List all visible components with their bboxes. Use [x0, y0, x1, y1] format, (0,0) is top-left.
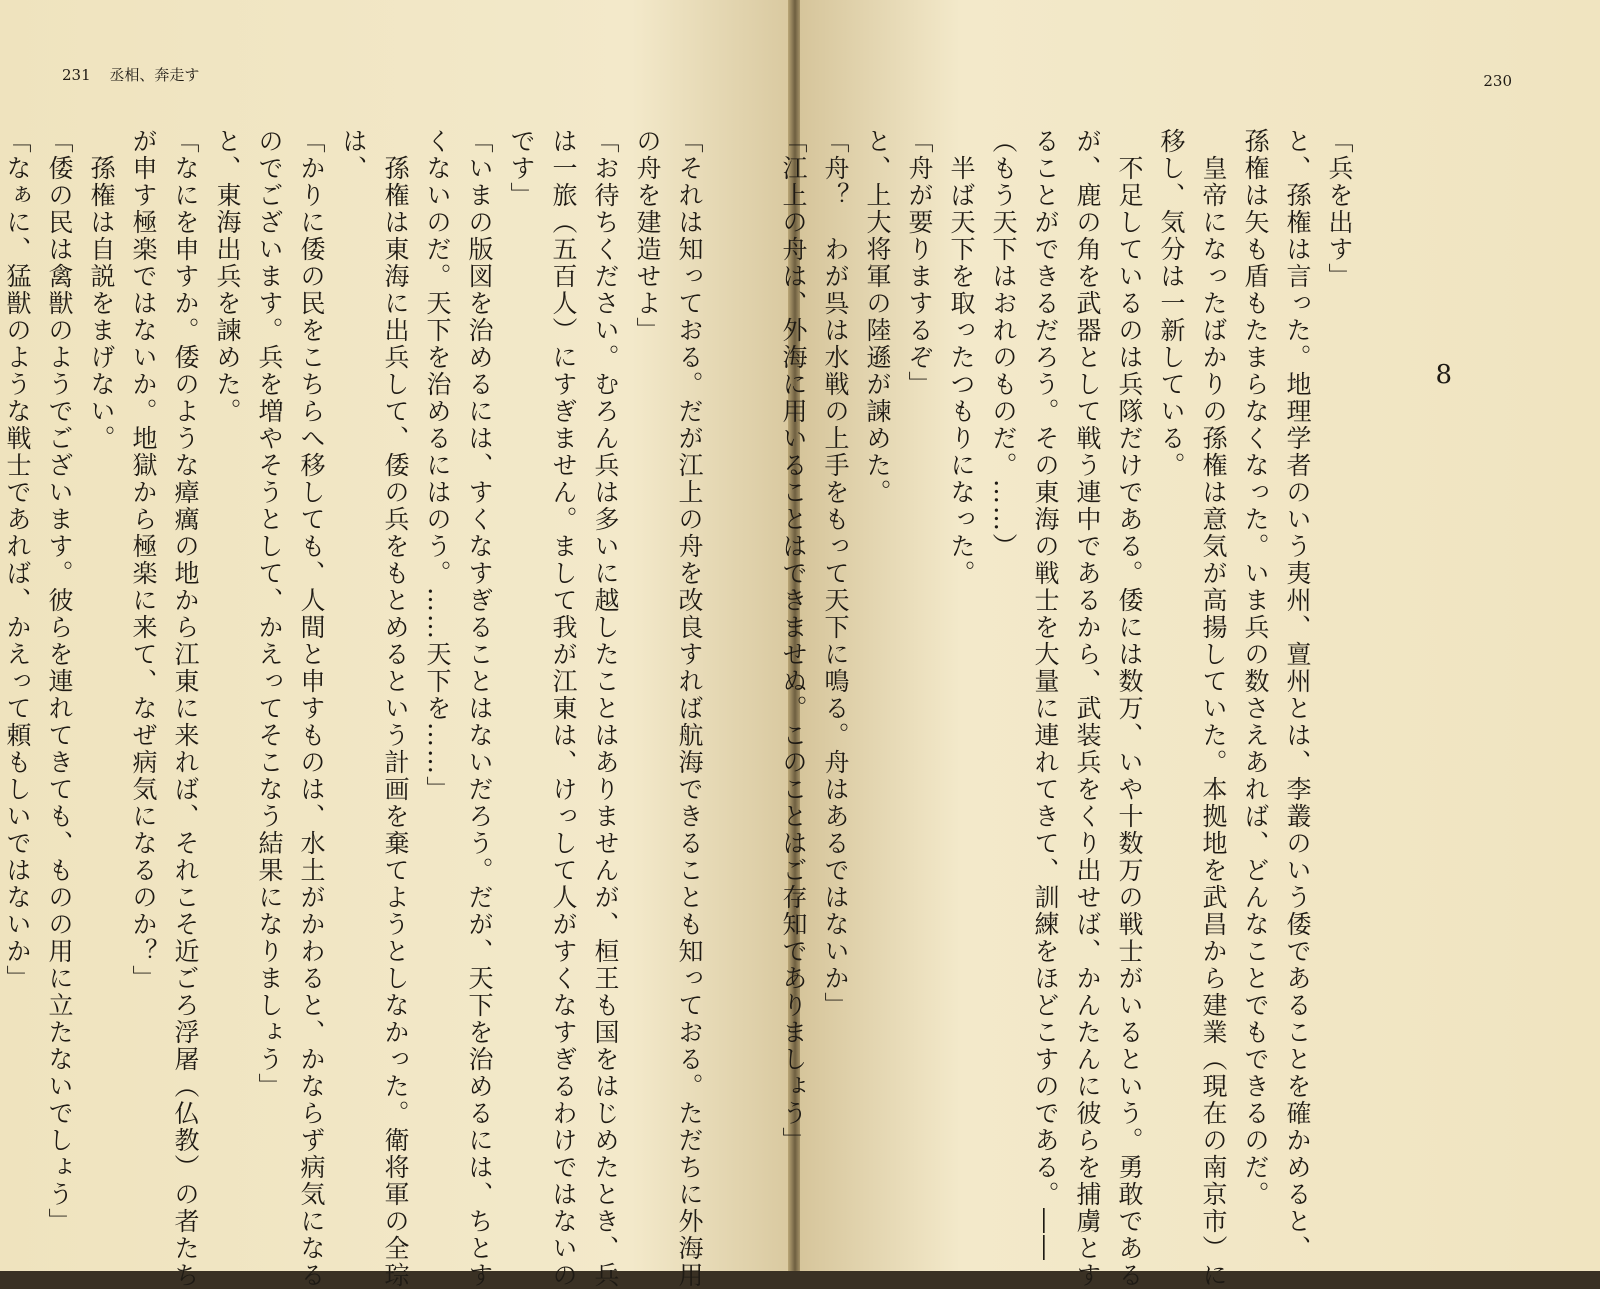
text-line: 移し、気分は一新している。 — [1157, 128, 1186, 479]
left-page — [0, 0, 790, 1289]
left-page-body — [3, 128, 710, 1289]
right-page-number: 230 — [1483, 72, 1512, 90]
text-line: の舟を建造せよ」 — [633, 128, 662, 344]
text-line: 不足しているのは兵隊だけである。倭には数万、いや十数万の戦士がいるという。勇敢である — [1115, 128, 1144, 1289]
text-line: 孫権は東海に出兵して、倭の兵をもとめるという計画を棄てようとしなかった。衛将軍の全琮 — [381, 128, 410, 1289]
text-line: 「兵を出す」 — [1325, 128, 1354, 290]
text-line: 「舟が要りまするぞ」 — [905, 128, 934, 398]
right-page-body — [779, 128, 1360, 1289]
text-line: 孫権は矢も盾もたまらなくなった。いま兵の数さえあれば、どんなことでもできるのだ。 — [1241, 128, 1270, 1208]
text-line: と、上大将軍の陸遜が諫めた。 — [863, 128, 892, 506]
text-line: のでございます。兵を増やそうとして、かえってそこなう結果になりましょう」 — [255, 128, 284, 1100]
right-page — [779, 0, 1600, 1289]
left-running-head — [62, 64, 199, 85]
text-line: くないのだ。天下を治めるにはのう。……天下を……」 — [423, 128, 452, 803]
text-line: と、孫権は言った。地理学者のいう夷州、亶州とは、李叢のいう倭であることを確かめると、 — [1283, 128, 1312, 1262]
chapter-number: 8 — [1435, 360, 1452, 390]
text-line: 「舟？ わが呉は水戦の上手をもって天下に鳴る。舟はあるではないか」 — [821, 128, 850, 1019]
text-line: 「倭の民は禽獣のようでございます。彼らを連れてきても、ものの用に立たないでしょう」 — [45, 128, 74, 1235]
text-line: は、 — [339, 128, 368, 182]
text-line: 「かりに倭の民をこちらへ移しても、人間と申すものは、水土がかわると、かならず病気になる — [297, 128, 326, 1289]
text-line: 「なぁに、猛獣のような戦士であれば、かえって頼もしいではないか」 — [3, 128, 32, 992]
text-line: 「なにを申すか。倭のような瘴癘の地から江東に来れば、それこそ近ごろ浮屠（仏教）の者たち — [171, 128, 200, 1289]
text-line: 「それは知っておる。だが江上の舟を改良すれば航海できることも知っておる。ただちに外海用 — [675, 128, 704, 1289]
text-line: ることができるだろう。その東海の戦士を大量に連れてきて、訓練をほどこすのである。―― — [1031, 128, 1060, 1262]
text-line: 「いまの版図を治めるには、すくなすぎることはないだろう。だが、天下を治めるには、ちとす — [465, 128, 494, 1289]
left-page-number: 231 — [62, 66, 91, 84]
text-line: （もう天下はおれのものだ。……） — [989, 128, 1018, 560]
text-line: 「江上の舟は、外海に用いることはできませぬ。このことはご存知でありましょう」 — [779, 128, 808, 1154]
text-line: 皇帝になったばかりの孫権は意気が高揚していた。本拠地を武昌から建業（現在の南京市）に — [1199, 128, 1228, 1289]
text-line: は一旅（五百人）にすぎません。まして我が江東は、けっして人がすくなすぎるわけではないの — [549, 128, 578, 1289]
text-line: です」 — [507, 128, 536, 209]
text-line: が申す極楽ではないか。地獄から極楽に来て、なぜ病気になるのか？」 — [129, 128, 158, 992]
text-line: と、東海出兵を諫めた。 — [213, 128, 242, 425]
text-line: が、鹿の角を武器として戦う連中であるから、武装兵をくり出せば、かんたんに彼らを捕虜とす — [1073, 128, 1102, 1289]
text-line: 「お待ちください。むろん兵は多いに越したことはありませんが、桓王も国をはじめたとき、兵 — [591, 128, 620, 1289]
text-line: 半ば天下を取ったつもりになった。 — [947, 128, 976, 587]
running-head-title: 丞相、奔走す — [109, 66, 200, 84]
text-line: 孫権は自説をまげない。 — [87, 128, 116, 452]
